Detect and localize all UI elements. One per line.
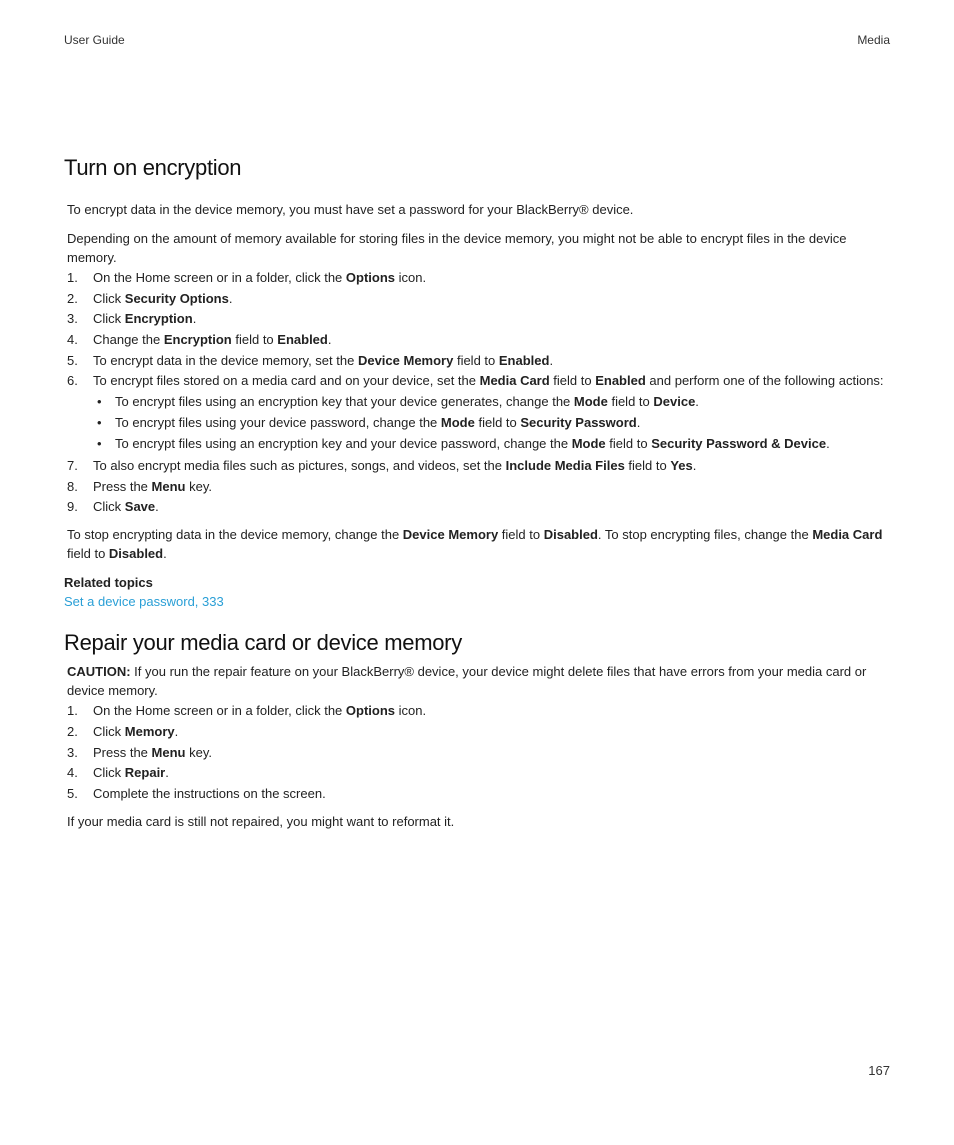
step-number: 4.: [67, 332, 78, 348]
ui-term: Menu: [151, 478, 186, 494]
step-number: 2.: [67, 290, 78, 306]
ui-term: Memory: [124, 723, 175, 739]
text-run: Click: [93, 290, 125, 306]
ui-term: Encryption: [163, 332, 232, 348]
step-item: [67, 309, 894, 328]
caution-paragraph: [64, 662, 894, 700]
section-title: Repair your media card or device memory: [64, 630, 462, 656]
step-item: [67, 371, 894, 452]
related-topics: [64, 573, 894, 611]
step-item: [67, 743, 894, 762]
step-text: [93, 373, 884, 388]
step-item: [67, 784, 894, 803]
sub-option-list: [93, 392, 894, 452]
step-number: 8.: [67, 478, 78, 494]
ui-term: Mode: [571, 435, 606, 451]
text-run: Complete the instructions on the screen.: [93, 785, 326, 801]
text-run: To also encrypt media files such as pictures, songs, and videos, set the: [93, 457, 506, 473]
page-content: [64, 155, 894, 831]
step-item: [67, 330, 894, 349]
ui-term: Enabled: [595, 373, 646, 389]
text-run: field to: [605, 435, 652, 451]
bullet-icon: •: [97, 394, 102, 410]
step-item: [67, 351, 894, 370]
ui-term: Options: [345, 703, 396, 719]
text-run: .: [636, 415, 641, 431]
bullet-icon: •: [97, 435, 102, 451]
text-run: Click: [93, 311, 125, 327]
step-text: [93, 745, 212, 760]
sub-option-text: [115, 415, 640, 430]
text-run: field to: [498, 527, 544, 543]
text-run: To encrypt files stored on a media card and on your device, set the: [93, 373, 480, 389]
text-run: Press the: [93, 478, 152, 494]
ui-term: Include Media Files: [505, 457, 625, 473]
related-topic-link[interactable]: Set a device password, 333: [64, 594, 224, 610]
text-run: icon.: [395, 703, 427, 719]
ui-term: Yes: [670, 457, 693, 473]
running-header-left: User Guide: [64, 33, 125, 47]
sub-option-text: [115, 436, 830, 451]
text-run: .: [228, 290, 233, 306]
ui-term: Options: [345, 270, 396, 285]
ui-term: Device Memory: [357, 352, 454, 368]
text-run: On the Home screen or in a folder, click the: [93, 703, 346, 719]
ui-term: Media Card: [812, 527, 883, 543]
step-number: 1.: [67, 703, 78, 719]
step-number: 4.: [67, 765, 78, 781]
text-run: Click: [93, 723, 125, 739]
text-run: .: [192, 311, 197, 327]
step-text: [93, 332, 331, 347]
step-item: [67, 497, 894, 516]
text-run: field to: [453, 352, 499, 368]
step-number: 6.: [67, 373, 78, 389]
text-run: field to: [607, 394, 654, 410]
section-turn-on-encryption: [64, 155, 894, 611]
ui-term: Enabled: [277, 332, 328, 348]
text-run: Change the: [93, 332, 164, 348]
text-run: To stop encrypting data in the device memory, change the: [67, 527, 403, 543]
ui-term: Security Password: [520, 415, 637, 431]
step-number: 9.: [67, 499, 78, 515]
ui-term: Disabled: [108, 546, 164, 562]
text-run: Press the: [93, 744, 152, 760]
step-text: [93, 291, 232, 306]
text-run: On the Home screen or in a folder, click the: [93, 270, 346, 285]
step-number: 2.: [67, 723, 78, 739]
step-number: 5.: [67, 352, 78, 368]
text-run: icon.: [395, 270, 427, 285]
text-run: and perform one of the following actions:: [645, 373, 884, 389]
sub-option-item: [93, 413, 894, 432]
text-run: field to: [549, 373, 596, 389]
section-repair-media-card: [64, 630, 894, 831]
step-number: 7.: [67, 457, 78, 473]
step-item: [67, 701, 894, 720]
outro-paragraph: [64, 525, 894, 563]
outro-paragraph: If your media card is still not repaired, you might want to reformat it.: [67, 813, 455, 829]
text-run: .: [163, 546, 167, 562]
ui-term: Enabled: [498, 352, 550, 368]
step-number: 1.: [67, 270, 78, 285]
step-item: [67, 289, 894, 308]
text-run: field to: [231, 332, 278, 348]
step-list: [64, 268, 894, 516]
text-run: Click: [93, 499, 125, 515]
text-run: To encrypt files using an encryption key that your device generates, change the: [115, 394, 574, 410]
text-run: key.: [185, 478, 212, 494]
step-text: [93, 479, 212, 494]
text-run: .: [327, 332, 332, 348]
step-text: [93, 311, 196, 326]
step-text: [93, 724, 178, 739]
step-item: [67, 456, 894, 475]
text-run: .: [692, 457, 697, 473]
sub-option-item: [93, 434, 894, 453]
running-header-right: Media: [857, 33, 890, 47]
text-run: field to: [67, 546, 109, 562]
ui-term: Media Card: [479, 373, 550, 389]
sub-option-item: [93, 392, 894, 411]
text-run: .: [174, 723, 179, 739]
ui-term: Mode: [573, 394, 608, 410]
text-run: To encrypt files using an encryption key and your device password, change the: [115, 435, 572, 451]
step-text: [93, 353, 553, 368]
step-text: [93, 786, 326, 801]
ui-term: Device: [653, 394, 696, 410]
text-run: .: [549, 352, 554, 368]
text-run: field to: [474, 415, 521, 431]
ui-term: Disabled: [543, 527, 598, 543]
step-number: 5.: [67, 785, 78, 801]
ui-term: Device Memory: [402, 527, 499, 543]
step-text: [93, 499, 159, 514]
text-run: . To stop encrypting files, change the: [597, 527, 813, 543]
ui-term: Mode: [440, 415, 475, 431]
bullet-icon: •: [97, 415, 102, 431]
intro-paragraph: Depending on the amount of memory available for storing files in the device memory, you might not be able to encrypt files in the device memory.: [67, 231, 847, 265]
text-run: .: [826, 435, 830, 451]
ui-term: Encryption: [124, 311, 193, 327]
step-text: [93, 703, 426, 718]
related-topics-title: Related topics: [64, 575, 153, 591]
step-item: [67, 763, 894, 782]
step-text: [93, 270, 426, 285]
text-run: .: [695, 394, 699, 410]
text-run: To encrypt data in the device memory, set the: [93, 352, 358, 368]
caution-label: CAUTION:: [67, 664, 131, 680]
caution-text: If you run the repair feature on your BlackBerry® device, your device might delete files that have errors from your media card or device memory.: [67, 664, 867, 699]
text-run: Click: [93, 765, 125, 781]
step-number: 3.: [67, 311, 78, 327]
ui-term: Save: [124, 499, 156, 515]
step-item: [67, 268, 894, 287]
section-title: Turn on encryption: [64, 155, 242, 180]
step-number: 3.: [67, 744, 78, 760]
text-run: field to: [624, 457, 671, 473]
step-item: [67, 722, 894, 741]
step-text: [93, 765, 169, 780]
page-number: 167: [868, 1063, 890, 1078]
ui-term: Security Options: [124, 290, 229, 306]
intro-paragraph: To encrypt data in the device memory, you must have set a password for your BlackBerry® device.: [67, 202, 634, 217]
text-run: key.: [185, 744, 212, 760]
ui-term: Repair: [124, 765, 166, 781]
text-run: To encrypt files using your device password, change the: [115, 415, 441, 431]
ui-term: Menu: [151, 744, 186, 760]
text-run: .: [155, 499, 159, 515]
text-run: .: [165, 765, 169, 781]
step-text: [93, 458, 696, 473]
ui-term: Security Password & Device: [651, 435, 827, 451]
step-list: [64, 701, 894, 803]
sub-option-text: [115, 394, 699, 409]
step-item: [67, 477, 894, 496]
